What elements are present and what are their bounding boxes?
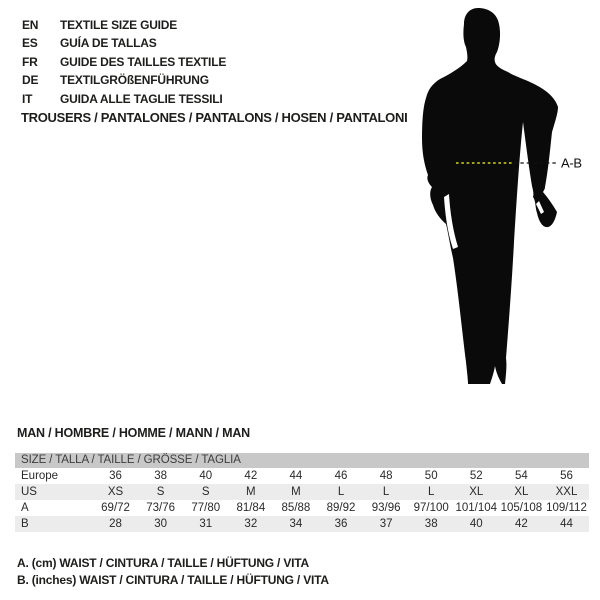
language-title: TEXTILGRÖßENFÜHRUNG	[60, 73, 209, 88]
cell: 93/96	[371, 502, 401, 514]
cell: 109/112	[546, 502, 587, 514]
cell: 44	[560, 518, 573, 530]
footnote-a: A. (cm) WAIST / CINTURA / TAILLE / HÜFTUNG / VITA	[17, 556, 309, 570]
cell: XS	[107, 486, 124, 498]
cell: XXL	[555, 486, 578, 498]
category-title: TROUSERS / PANTALONES / PANTALONS / HOSEN / PANTALONI	[21, 110, 408, 125]
language-code: DE	[22, 73, 39, 88]
cell: 32	[244, 518, 258, 530]
cell: 85/88	[281, 502, 311, 514]
cell: L	[382, 486, 390, 498]
cell: XL	[469, 486, 484, 498]
language-row-en	[22, 16, 226, 34]
row-label: Europe	[21, 470, 59, 482]
size-table-grid	[15, 468, 589, 532]
cell: 30	[154, 518, 168, 530]
language-code: FR	[22, 54, 38, 69]
cell: 105/108	[500, 502, 543, 514]
cell: 101/104	[455, 502, 498, 514]
row-label: A	[21, 502, 29, 514]
language-row-fr	[22, 53, 226, 71]
language-row-es	[22, 34, 226, 52]
cell: 48	[379, 470, 393, 482]
cell: 54	[514, 470, 528, 482]
cell: 44	[289, 470, 303, 482]
cell: 42	[514, 518, 528, 530]
table-row-europe	[15, 468, 589, 484]
cell: 97/100	[413, 502, 449, 514]
row-label: US	[21, 486, 37, 498]
cell: M	[291, 486, 301, 498]
language-row-de	[22, 71, 226, 89]
language-title: GUÍA DE TALLAS	[60, 36, 157, 51]
cell: 38	[154, 470, 168, 482]
cell: 52	[469, 470, 483, 482]
cell: 40	[199, 470, 213, 482]
language-row-it	[22, 90, 226, 108]
footnote-b: B. (inches) WAIST / CINTURA / TAILLE / HÜFTUNG / VITA	[17, 573, 329, 587]
row-label: B	[21, 518, 29, 530]
cell: L	[428, 486, 435, 498]
cell: 34	[289, 518, 303, 530]
cell: 31	[199, 518, 213, 530]
cell: 56	[560, 470, 573, 482]
cell: 73/76	[146, 502, 176, 514]
table-row-a-cm	[15, 500, 589, 516]
size-table-header: SIZE / TALLA / TAILLE / GRÖSSE / TAGLIA	[15, 453, 589, 468]
measure-label: A-B	[561, 155, 582, 171]
table-row-us	[15, 484, 589, 500]
cell: 36	[334, 518, 348, 530]
cell: 40	[469, 518, 483, 530]
language-title: TEXTILE SIZE GUIDE	[60, 18, 178, 32]
table-row-b-inches	[15, 516, 589, 532]
cell: 36	[109, 470, 122, 482]
man-silhouette-figure	[400, 0, 600, 420]
section-title: MAN / HOMBRE / HOMME / MANN / MAN	[17, 426, 250, 440]
footnotes	[17, 555, 329, 589]
language-title: GUIDE DES TAILLES TEXTILE	[60, 54, 227, 69]
cell: 89/92	[326, 502, 356, 514]
man-silhouette	[422, 8, 558, 384]
cell: 42	[244, 470, 258, 482]
cell: M	[246, 486, 256, 498]
cell: S	[201, 486, 210, 498]
cell: S	[156, 486, 165, 498]
language-code: IT	[22, 91, 33, 106]
cell: 69/72	[101, 502, 130, 514]
cell: 77/80	[191, 502, 221, 514]
language-code: EN	[22, 18, 39, 32]
cell: 38	[424, 518, 438, 530]
language-list	[22, 16, 226, 108]
language-title: GUIDA ALLE TAGLIE TESSILI	[60, 91, 223, 106]
cell: 50	[424, 470, 438, 482]
cell: L	[337, 486, 345, 498]
cell: 46	[334, 470, 348, 482]
cell: 28	[109, 518, 122, 530]
cell: 37	[379, 518, 393, 530]
language-code: ES	[22, 36, 38, 51]
cell: 81/84	[236, 502, 266, 514]
size-table	[15, 453, 589, 532]
cell: XL	[514, 486, 529, 498]
